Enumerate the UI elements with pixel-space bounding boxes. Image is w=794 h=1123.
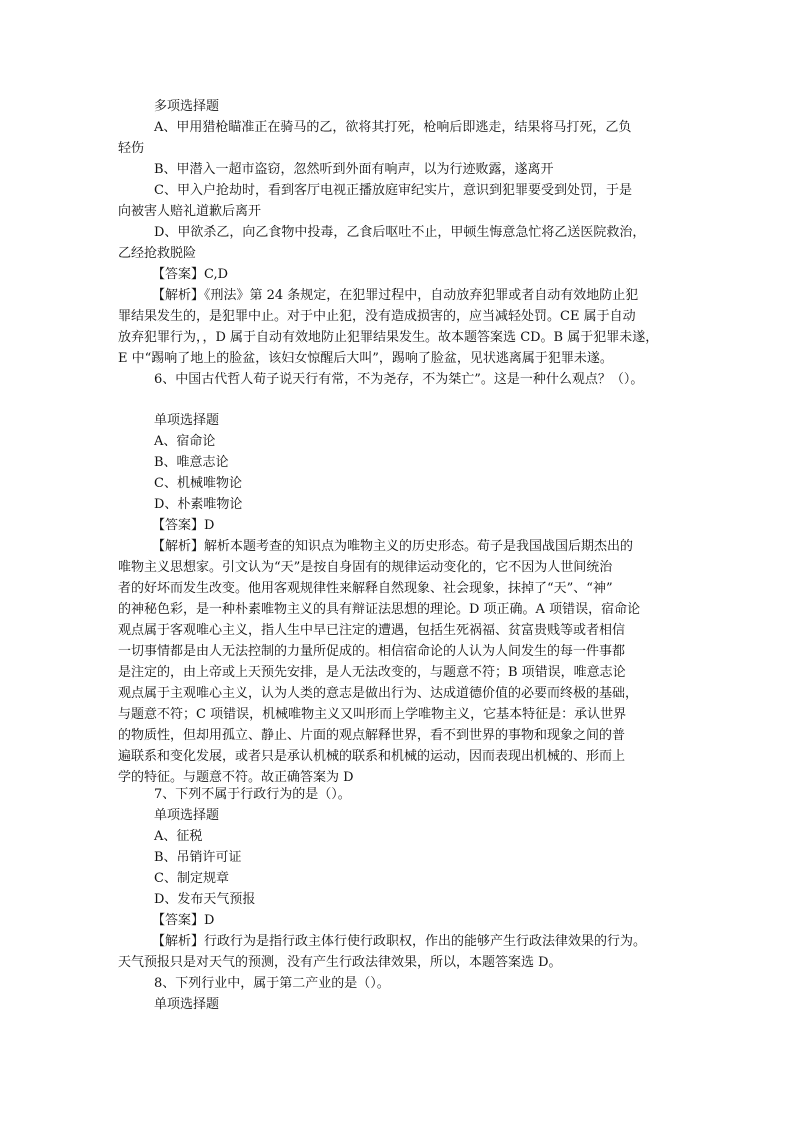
option-item: C、制定规章: [154, 871, 229, 886]
option-item: B、吊销许可证: [154, 850, 242, 865]
analysis-line: 一切事情都是由人无法控制的力量所促成的。相信宿命论的人认为人间发生的每一件事都: [118, 644, 626, 659]
question-type-label: 单项选择题: [154, 808, 220, 823]
question-type-label: 单项选择题: [154, 413, 220, 428]
option-item: C、机械唯物论: [154, 476, 242, 491]
question-5-block: [118, 96, 698, 390]
analysis-line: 唯物主义思想家。引文认为“天”是按自身固有的规律运动变化的，它不因为人世间统治: [118, 560, 613, 575]
option-item: D、朴素唯物论: [154, 497, 243, 512]
question-8-block: [118, 973, 698, 1015]
answer-label: 【答案】D: [152, 913, 215, 928]
analysis-line: 的神秘色彩，是一种朴素唯物主义的具有辩证法思想的理论。D 项正确。A 项错误，宿命论: [118, 602, 641, 617]
analysis-line: E 中“踢响了地上的脸盆，该妇女惊醒后大叫”，踢响了脸盆，见状逃离属于犯罪未遂。: [118, 351, 613, 366]
analysis-line: 【解析】行政行为是指行政主体行使行政职权，作出的能够产生行政法律效果的行为。: [152, 934, 647, 949]
question-type-label: 单项选择题: [154, 997, 220, 1012]
analysis-line: 者的好坏而发生改变。他用客观规律性来解释自然现象、社会现象，抹掉了“天”、“神”: [118, 581, 613, 596]
analysis-line: 是注定的，由上帝或上天预先安排，是人无法改变的，与题意不符；B 项错误，唯意志论: [118, 665, 626, 680]
analysis-line: 学的特征。与题意不符。故正确答案为 D: [118, 770, 354, 785]
analysis-line: 遍联系和变化发展，或者只是承认机械的联系和机械的运动，因而表现出机械的、形而上: [118, 749, 626, 764]
option-c-line1: C、甲入户抢劫时，看到客厅电视正播放庭审纪实片，意识到犯罪要受到处罚，于是: [154, 183, 632, 198]
question-7-block: [118, 784, 698, 973]
option-a-line1: A、甲用猎枪瞄准正在骑马的乙，欲将其打死，枪响后即逃走，结果将马打死，乙负: [154, 120, 632, 135]
analysis-line: 观点属于主观唯心主义，认为人类的意志是做出行为、达成道德价值的必要而终极的基础，: [118, 686, 639, 701]
analysis-line: 观点属于客观唯心主义，指人生中早已注定的遭遇，包括生死祸福、贫富贵贱等或者相信: [118, 623, 626, 638]
analysis-line: 罪结果发生的，是犯罪中止。对于中止犯，没有造成损害的，应当减轻处罚。CE 属于自动: [118, 309, 636, 324]
analysis-line: 放弃犯罪行为，，D 属于自动有效地防止犯罪结果发生。故本题答案选 CD。B 属于犯罪未遂，: [118, 330, 659, 345]
option-d-line2: 乙经抢救脱险: [118, 246, 197, 261]
option-b: B、甲潜入一超市盗窃，忽然听到外面有响声，以为行迹败露，遂离开: [154, 162, 554, 177]
option-item: D、发布天气预报: [154, 892, 256, 907]
question-7-text: 7、下列不属于行政行为的是（）。: [154, 787, 351, 802]
answer-label: 【答案】C,D: [152, 267, 229, 282]
question-8-text: 8、下列行业中，属于第二产业的是（）。: [154, 976, 390, 991]
option-item: A、征税: [154, 829, 203, 844]
option-c-line2: 向被害人赔礼道歉后离开: [118, 204, 262, 219]
question-type-label: 多项选择题: [154, 99, 220, 114]
option-item: A、宿命论: [154, 434, 216, 449]
analysis-line: 天气预报只是对天气的预测，没有产生行政法律效果，所以，本题答案选 D。: [118, 955, 562, 970]
analysis-line: 【解析】解析本题考查的知识点为唯物主义的历史形态。荀子是我国战国后期杰出的: [152, 539, 634, 554]
answer-label: 【答案】D: [152, 518, 215, 533]
analysis-line: 【解析】《刑法》第 24 条规定，在犯罪过程中，自动放弃犯罪或者自动有效地防止犯: [152, 288, 639, 303]
analysis-line: 与题意不符；C 项错误，机械唯物主义又叫形而上学唯物主义，它基本特征是：承认世界: [118, 707, 627, 722]
option-a-line2: 轻伤: [118, 141, 145, 156]
option-d-line1: D、甲欲杀乙，向乙食物中投毒，乙食后呕吐不止，甲顿生悔意急忙将乙送医院救治，: [154, 225, 646, 240]
analysis-line: 的物质性，但却用孤立、静止、片面的观点解释世界，看不到世界的事物和现象之间的普: [118, 728, 626, 743]
option-item: B、唯意志论: [154, 455, 229, 470]
question-6-block: [118, 410, 698, 788]
question-6-text: 6、中国古代哲人荀子说天行有常，不为尧存，不为桀亡”。这是一种什么观点？（）。: [154, 372, 644, 387]
